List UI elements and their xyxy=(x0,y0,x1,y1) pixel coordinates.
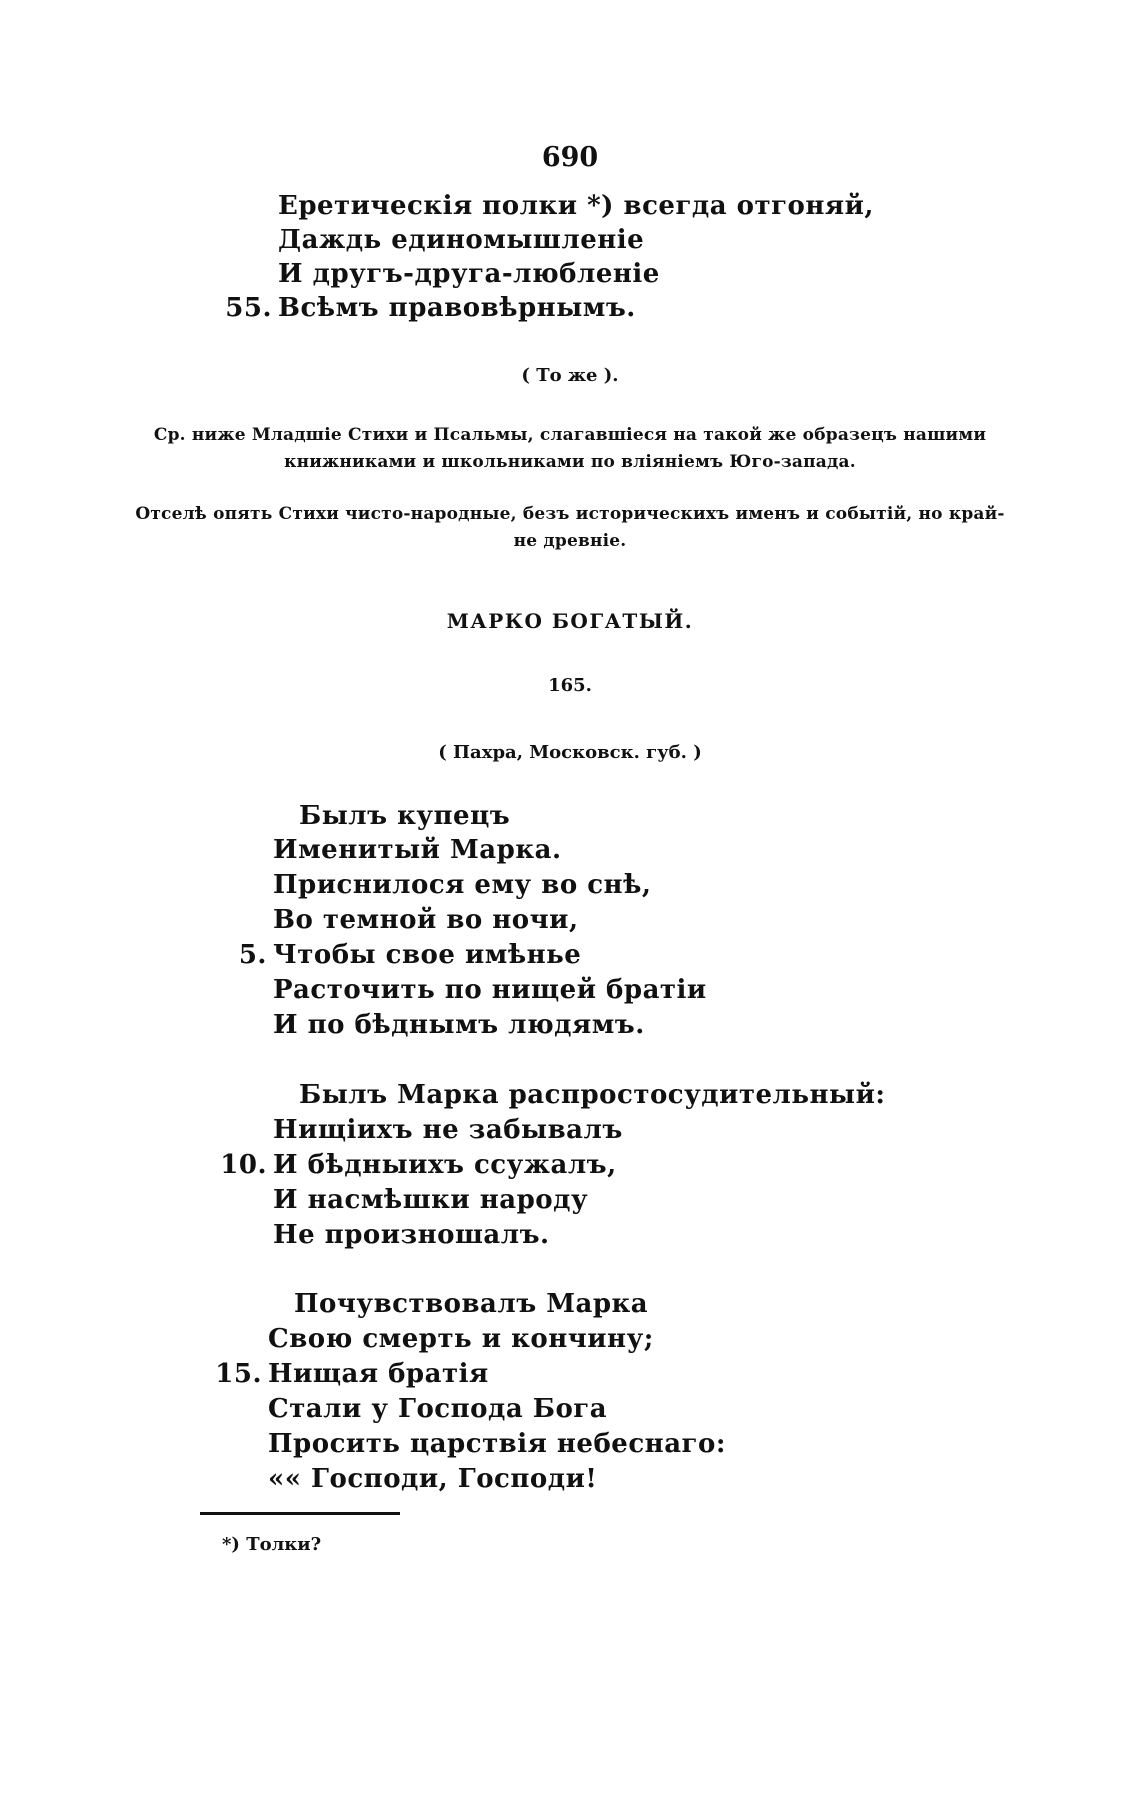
footnote: *) Толки? xyxy=(222,1534,322,1555)
verse-text: «« Господи, Господи! xyxy=(268,1464,598,1494)
verse-line xyxy=(215,1113,623,1147)
verse-text: Приснилося ему во снѣ, xyxy=(273,870,652,900)
verse-text: Именитый Марка. xyxy=(273,835,562,865)
verse-line xyxy=(210,1357,489,1391)
verse-text: Во темной во ночи, xyxy=(273,905,579,935)
verse-text: Чтобы свое имѣнье xyxy=(273,940,582,970)
footnote-divider xyxy=(200,1512,400,1515)
editor-note-1-line-2: книжниками и школьниками по вліяніемъ Юго-запада. xyxy=(284,452,856,472)
editor-note-1-line-1: Ср. ниже Младшіе Стихи и Псальмы, слагавшіеся на такой же образецъ нашими xyxy=(153,425,987,445)
verse-text: Даждь единомышленіе xyxy=(278,225,645,255)
verse-line xyxy=(215,1078,885,1112)
verse-text: Еретическія полки *) всегда отгоняй, xyxy=(278,191,874,221)
verse-line xyxy=(215,1008,645,1042)
verse-line xyxy=(210,1287,648,1321)
verse-text: Свою смерть и кончину; xyxy=(268,1324,654,1354)
top-verse-line xyxy=(220,291,636,325)
verse-line xyxy=(215,938,581,972)
verse-text: Не произношалъ. xyxy=(273,1220,550,1250)
verse-line xyxy=(215,1218,550,1252)
verse-line xyxy=(215,1183,588,1217)
verse-text: Почувствовалъ Марка xyxy=(294,1289,649,1319)
verse-line xyxy=(215,833,562,867)
song-number: 165. xyxy=(548,675,592,696)
verse-line xyxy=(210,1427,726,1461)
top-verse-line xyxy=(220,189,874,223)
top-verse-line xyxy=(220,257,660,291)
editor-note-2-line-1: Отселѣ опять Стихи чисто-народные, безъ историческихъ именъ и событій, но край- xyxy=(135,504,1005,524)
verse-line xyxy=(215,868,651,902)
line-number: 15. xyxy=(215,1359,262,1389)
verse-text: Нищіихъ не забывалъ xyxy=(273,1115,623,1145)
verse-line xyxy=(215,1148,617,1182)
song-title: МАРКО БОГАТЫЙ. xyxy=(446,609,694,633)
line-number: 5. xyxy=(238,940,267,970)
top-verse-line xyxy=(220,223,644,257)
verse-text: И по бѣднымъ людямъ. xyxy=(273,1010,645,1040)
verse-text: Нищая братія xyxy=(268,1359,489,1389)
verse-text: Былъ купецъ xyxy=(299,801,511,831)
verse-line xyxy=(215,799,510,833)
verse-text: Расточить по нищей братіи xyxy=(273,975,707,1005)
verse-text: Стали у Господа Бога xyxy=(268,1394,608,1424)
line-number: 10. xyxy=(220,1150,267,1180)
editor-note-2-line-2: не древніе. xyxy=(513,531,627,551)
verse-line xyxy=(210,1462,597,1496)
verse-text: Всѣмъ правовѣрнымъ. xyxy=(278,293,636,323)
verse-text: И другъ-друга-любленіе xyxy=(278,259,660,289)
verse-line xyxy=(210,1392,607,1426)
verse-line xyxy=(215,973,707,1007)
song-location: ( Пахра, Московск. губ. ) xyxy=(438,742,702,763)
source-note: ( То же ). xyxy=(521,365,619,386)
verse-text: Просить царствія небеснаго: xyxy=(268,1429,726,1459)
verse-line xyxy=(210,1322,654,1356)
page-number: 690 xyxy=(541,142,599,173)
verse-text: Былъ Марка распростосудительный: xyxy=(299,1080,886,1110)
verse-line xyxy=(215,903,579,937)
verse-text: И насмѣшки народу xyxy=(273,1185,589,1215)
line-number: 55. xyxy=(225,293,272,323)
verse-text: И бѣдныихъ ссужалъ, xyxy=(273,1150,617,1180)
